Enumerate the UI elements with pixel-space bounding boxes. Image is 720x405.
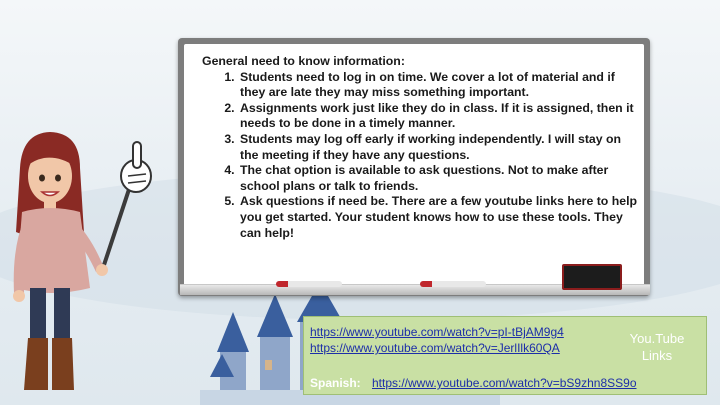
info-item-3: 3. Students may log off early if working independently. I will stay on the meeting if they have any questions.	[238, 132, 642, 163]
info-list	[202, 70, 642, 242]
marker-red-right	[420, 281, 486, 287]
youtube-link-2[interactable]: https://www.youtube.com/watch?v=JerlIlk60QA	[310, 341, 560, 355]
eraser	[562, 264, 622, 290]
teacher-avatar	[0, 128, 165, 398]
info-item-1: 1. Students need to log in on time. We cover a lot of material and if they are late they may miss something important.	[238, 70, 642, 101]
spanish-youtube-link[interactable]: https://www.youtube.com/watch?v=bS9zhn8SS9o	[372, 376, 637, 390]
youtube-links-box	[303, 316, 707, 395]
info-item-2: 2. Assignments work just like they do in class. If it is assigned, then it needs to be done in a timely manner.	[238, 101, 642, 132]
glove-icon	[121, 142, 151, 192]
youtube-link-1[interactable]: https://www.youtube.com/watch?v=pI-tBjAM9g4	[310, 325, 564, 339]
board-heading: General need to know information:	[202, 54, 405, 68]
info-item-5: 5. Ask questions if need be. There are a few youtube links here to help you get started. Your student knows how to use these tools. They can help!	[238, 194, 642, 241]
youtube-links-label: You.Tube Links	[629, 331, 685, 363]
info-item-4: 4. The chat option is available to ask questions. Not to make after school plans or talk to friends.	[238, 163, 642, 194]
board-text	[202, 54, 642, 241]
marker-red-left	[276, 281, 342, 287]
spanish-label: Spanish:	[310, 376, 361, 390]
